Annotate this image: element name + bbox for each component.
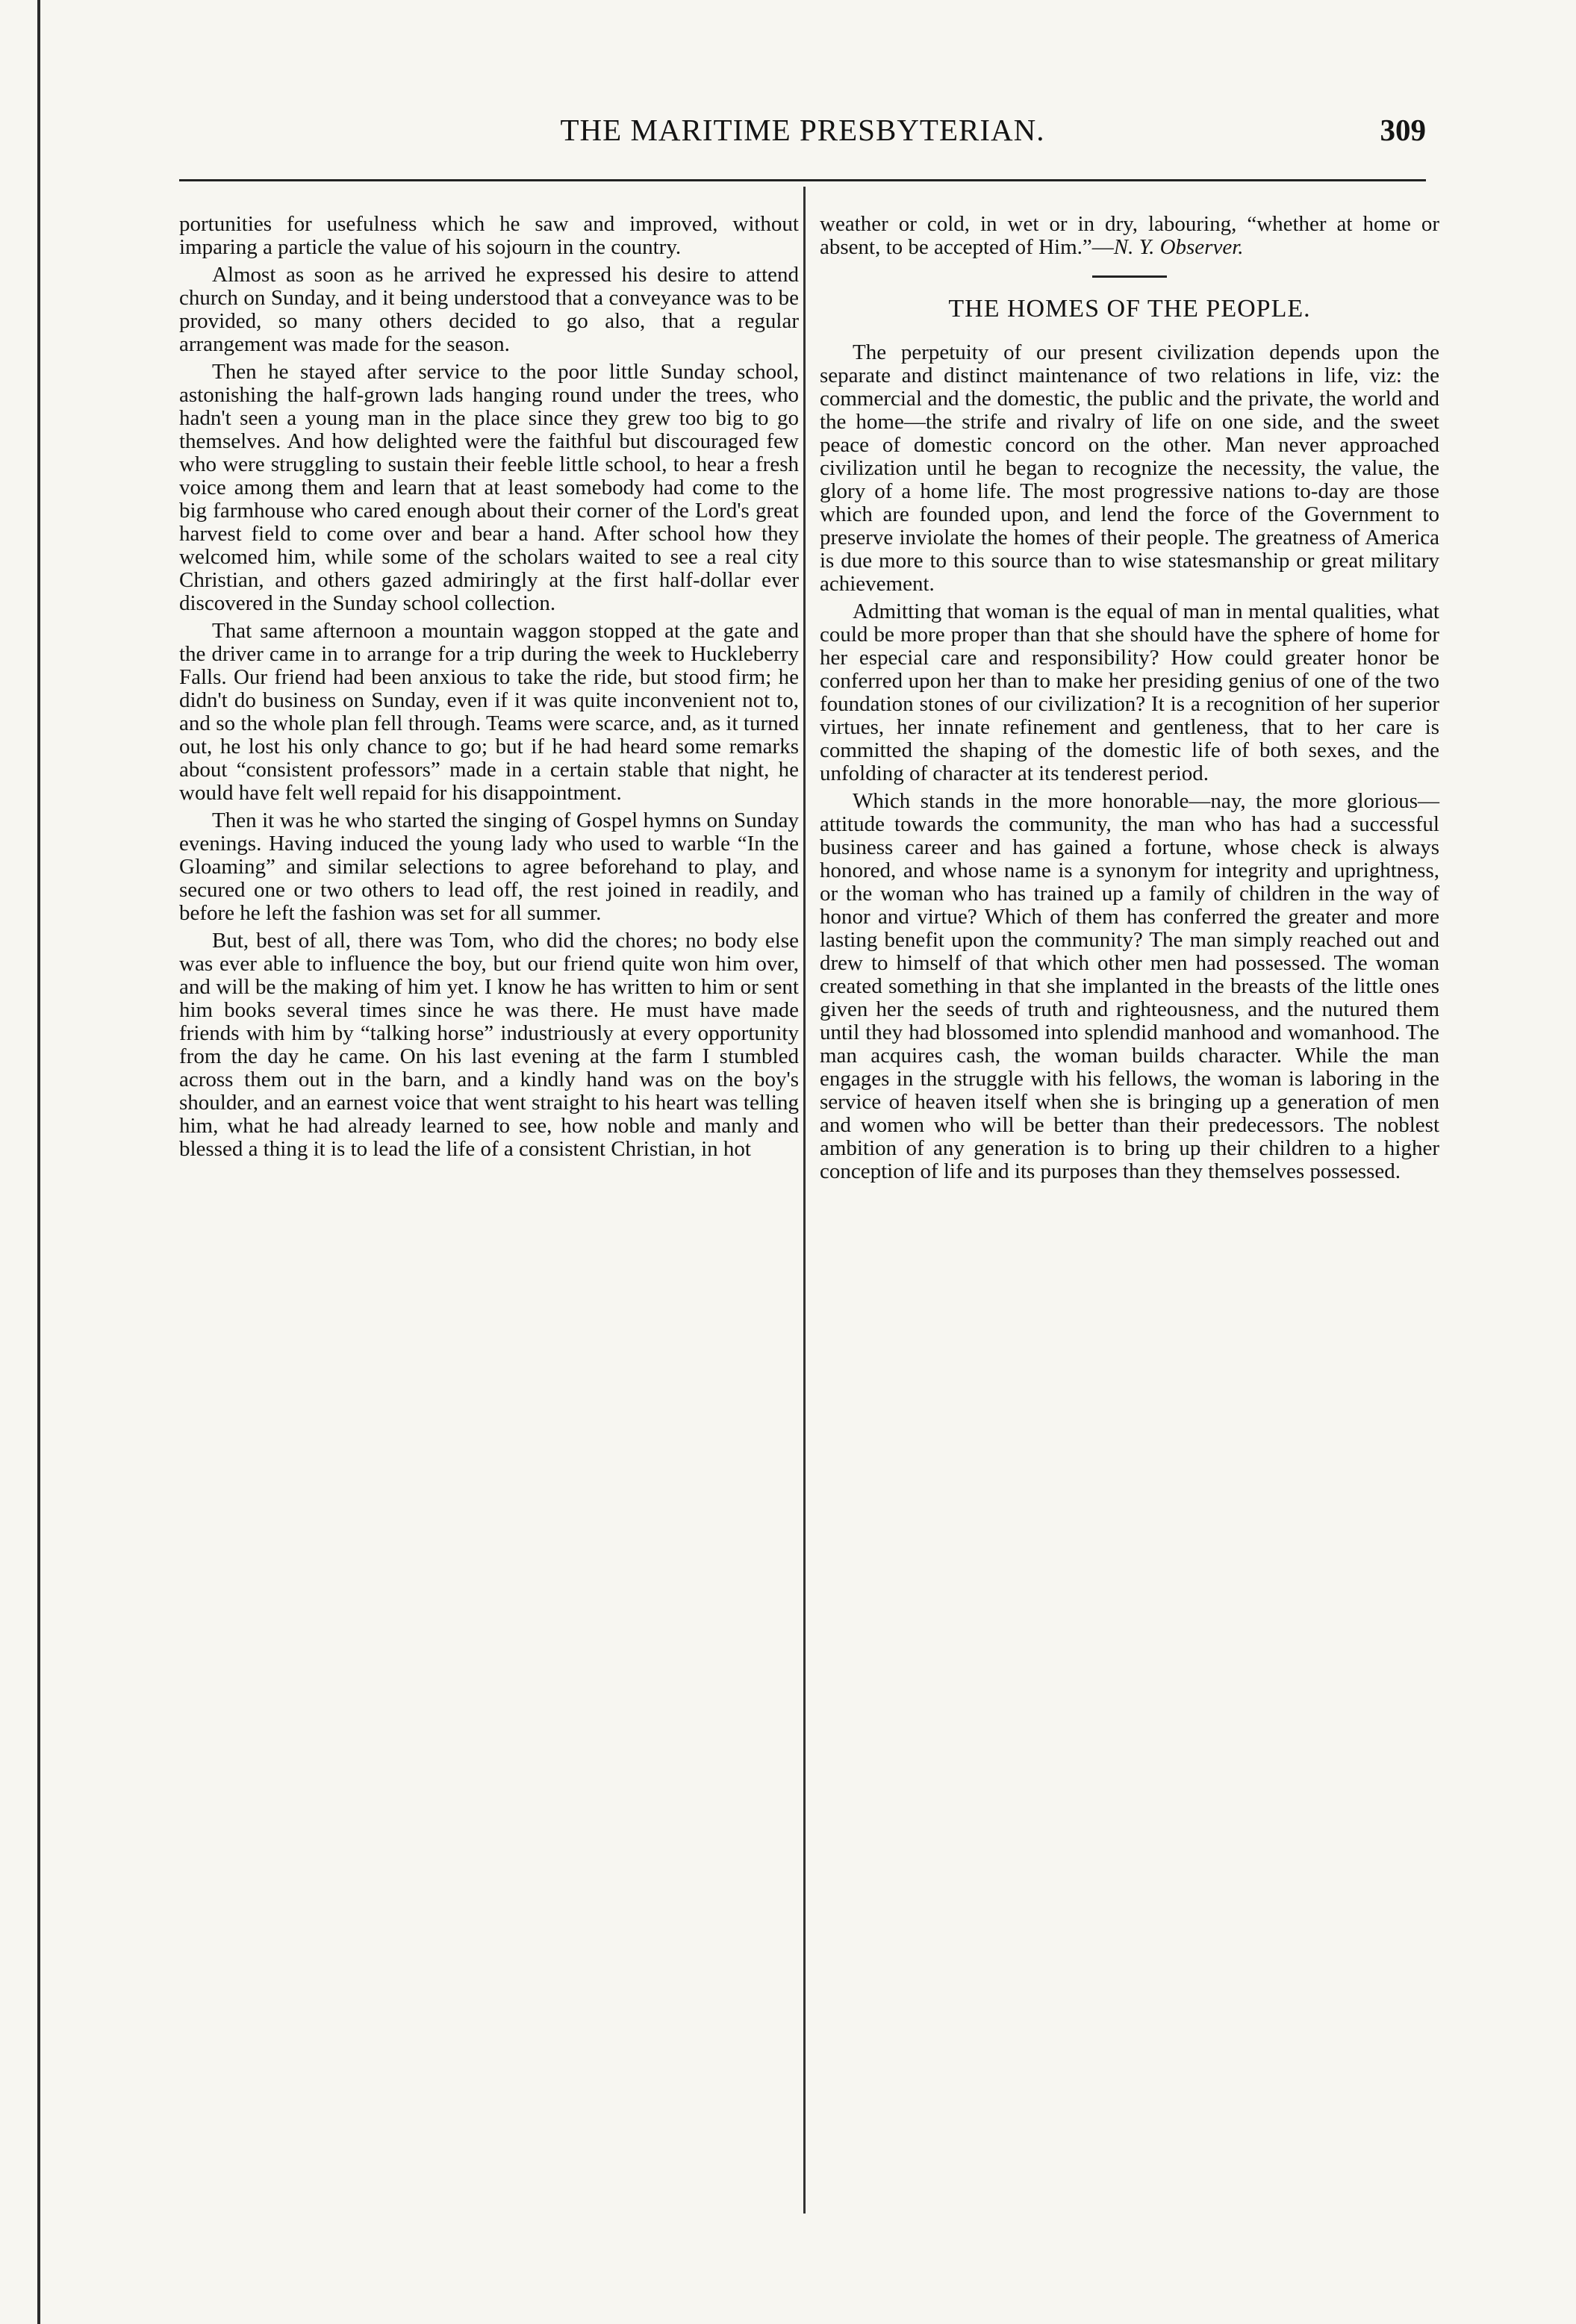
- right-column: [820, 213, 1439, 1188]
- paragraph: Almost as soon as he arrived he expressed his desire to attend church on Sunday, and it being understood that a conveyance was to be provided, so many others decided to go also, that a regular arrangement was made for the season.: [179, 263, 799, 356]
- running-title: THE MARITIME PRESBYTERIAN.: [560, 113, 1045, 147]
- paragraph: But, best of all, there was Tom, who did the chores; no body else was ever able to influence the boy, but our friend quite won him over, and will be the making of him yet. I know he has written to him or sent him books several times since he was there. He must have made friends with him by “talking horse” industriously at every opportunity from the day he came. On his last evening at the farm I stumbled across them out in the barn, and a kindly hand was on the boy's shoulder, and an earnest voice that went straight to his heart was telling him, what he had already learned to see, how noble and manly and blessed a thing it is to lead the life of a consistent Christian, in hot: [179, 929, 799, 1161]
- page-number: 309: [1380, 113, 1426, 147]
- section-rule: [1092, 275, 1167, 278]
- paragraph: portunities for usefulness which he saw and improved, without imparing a particle the value of his sojourn in the country.: [179, 212, 799, 259]
- left-column: [179, 213, 799, 1165]
- paragraph: Then he stayed after service to the poor little Sunday school, astonishing the half-grown lads hanging round under the trees, who hadn't seen a young man in the place since they grew too big to go themselves. And how delighted were the faithful but discouraged few who were struggling to sustain their feeble little school, to hear a fresh voice among them and learn that at least somebody had come to the big farmhouse who cared enough about their corner of the Lord's great harvest field to come over and bear a hand. After school how they welcomed him, while some of the scholars waited to see a real city Christian, and others gazed admiringly at the first half-dollar ever discovered in the Sunday school collection.: [179, 360, 799, 615]
- paragraph: Admitting that woman is the equal of man in mental qualities, what could be more proper than that she should have the sphere of home for her especial care and responsibility? How could greater honor be conferred upon her than to make her presiding genius of one of the two foundation stones of our civilization? It is a recognition of her superior virtues, her innate refinement and gentleness, that to her care is committed the shaping of the domestic life of both sexes, and the unfolding of character at its tenderest period.: [820, 599, 1439, 785]
- page-header: [179, 112, 1426, 164]
- header-rule: [179, 179, 1426, 181]
- section-title: THE HOMES OF THE PEOPLE.: [948, 295, 1311, 323]
- paragraph: Which stands in the more honorable—nay, the more glorious—attitude towards the community, the man who has had a successful business career and has gained a fortune, whose check is always honored, and whose name is a synonym for integrity and uprightness, or the woman who has trained up a family of children in the way of honor and virtue? Which of them has conferred the greater and more lasting benefit upon the community? The man simply reached out and drew to himself of that which other men had possessed. The woman created something in that she implanted in the breasts of the little ones given her the seeds of truth and righteousness, and the nutured them until they had blossomed into splendid manhood and womanhood. The man acquires cash, the woman builds character. While the man engages in the struggle with his fellows, the woman is laboring in the service of heaven itself when she is bringing up a generation of men and women who will be better than their predecessors. The noblest ambition of any generation is to bring up their children to a higher conception of life and its purposes than they themselves possessed.: [820, 789, 1439, 1183]
- continuation-paragraph: [820, 213, 1439, 259]
- paragraph: Then it was he who started the singing of Gospel hymns on Sunday evenings. Having induced the young lady who used to warble “In the Gloaming” and similar selections to agree beforehand to play, and secured one or two others to lead off, the rest joined in readily, and before he left the fashion was set for all summer.: [179, 809, 799, 925]
- continuation-text: weather or cold, in wet or in dry, labouring, “whether at home or absent, to be accepted of Him.”—: [820, 212, 1439, 259]
- paragraph: The perpetuity of our present civilization depends upon the separate and distinct maintenance of two relations in life, viz: the commercial and the domestic, the public and the private, the world and the home—the strife and rivalry of life on one side, and the sweet peace of domestic concord on the other. Man never approached civilization until he began to recognize the necessity, the value, the glory of a home life. The most progressive nations to-day are those which are founded upon, and lend the force of the Government to preserve inviolate the homes of their people. The greatness of America is due more to this source than to wise statesmanship or great military achievement.: [820, 340, 1439, 596]
- page-binding-edge: [37, 0, 40, 2324]
- paragraph: That same afternoon a mountain waggon stopped at the gate and the driver came in to arrange for a trip during the week to Huckleberry Falls. Our friend had been anxious to take the ride, but stood firm; he didn't do business on Sunday, even if it was quite inconvenient not to, and so the whole plan fell through. Teams were scarce, and, as it turned out, he lost his only chance to go; but if he had heard some remarks about “consistent professors” made in a certain stable that night, he would have felt well repaid for his disappointment.: [179, 619, 799, 805]
- column-divider: [803, 187, 806, 2214]
- source-attribution: N. Y. Observer.: [1113, 235, 1244, 259]
